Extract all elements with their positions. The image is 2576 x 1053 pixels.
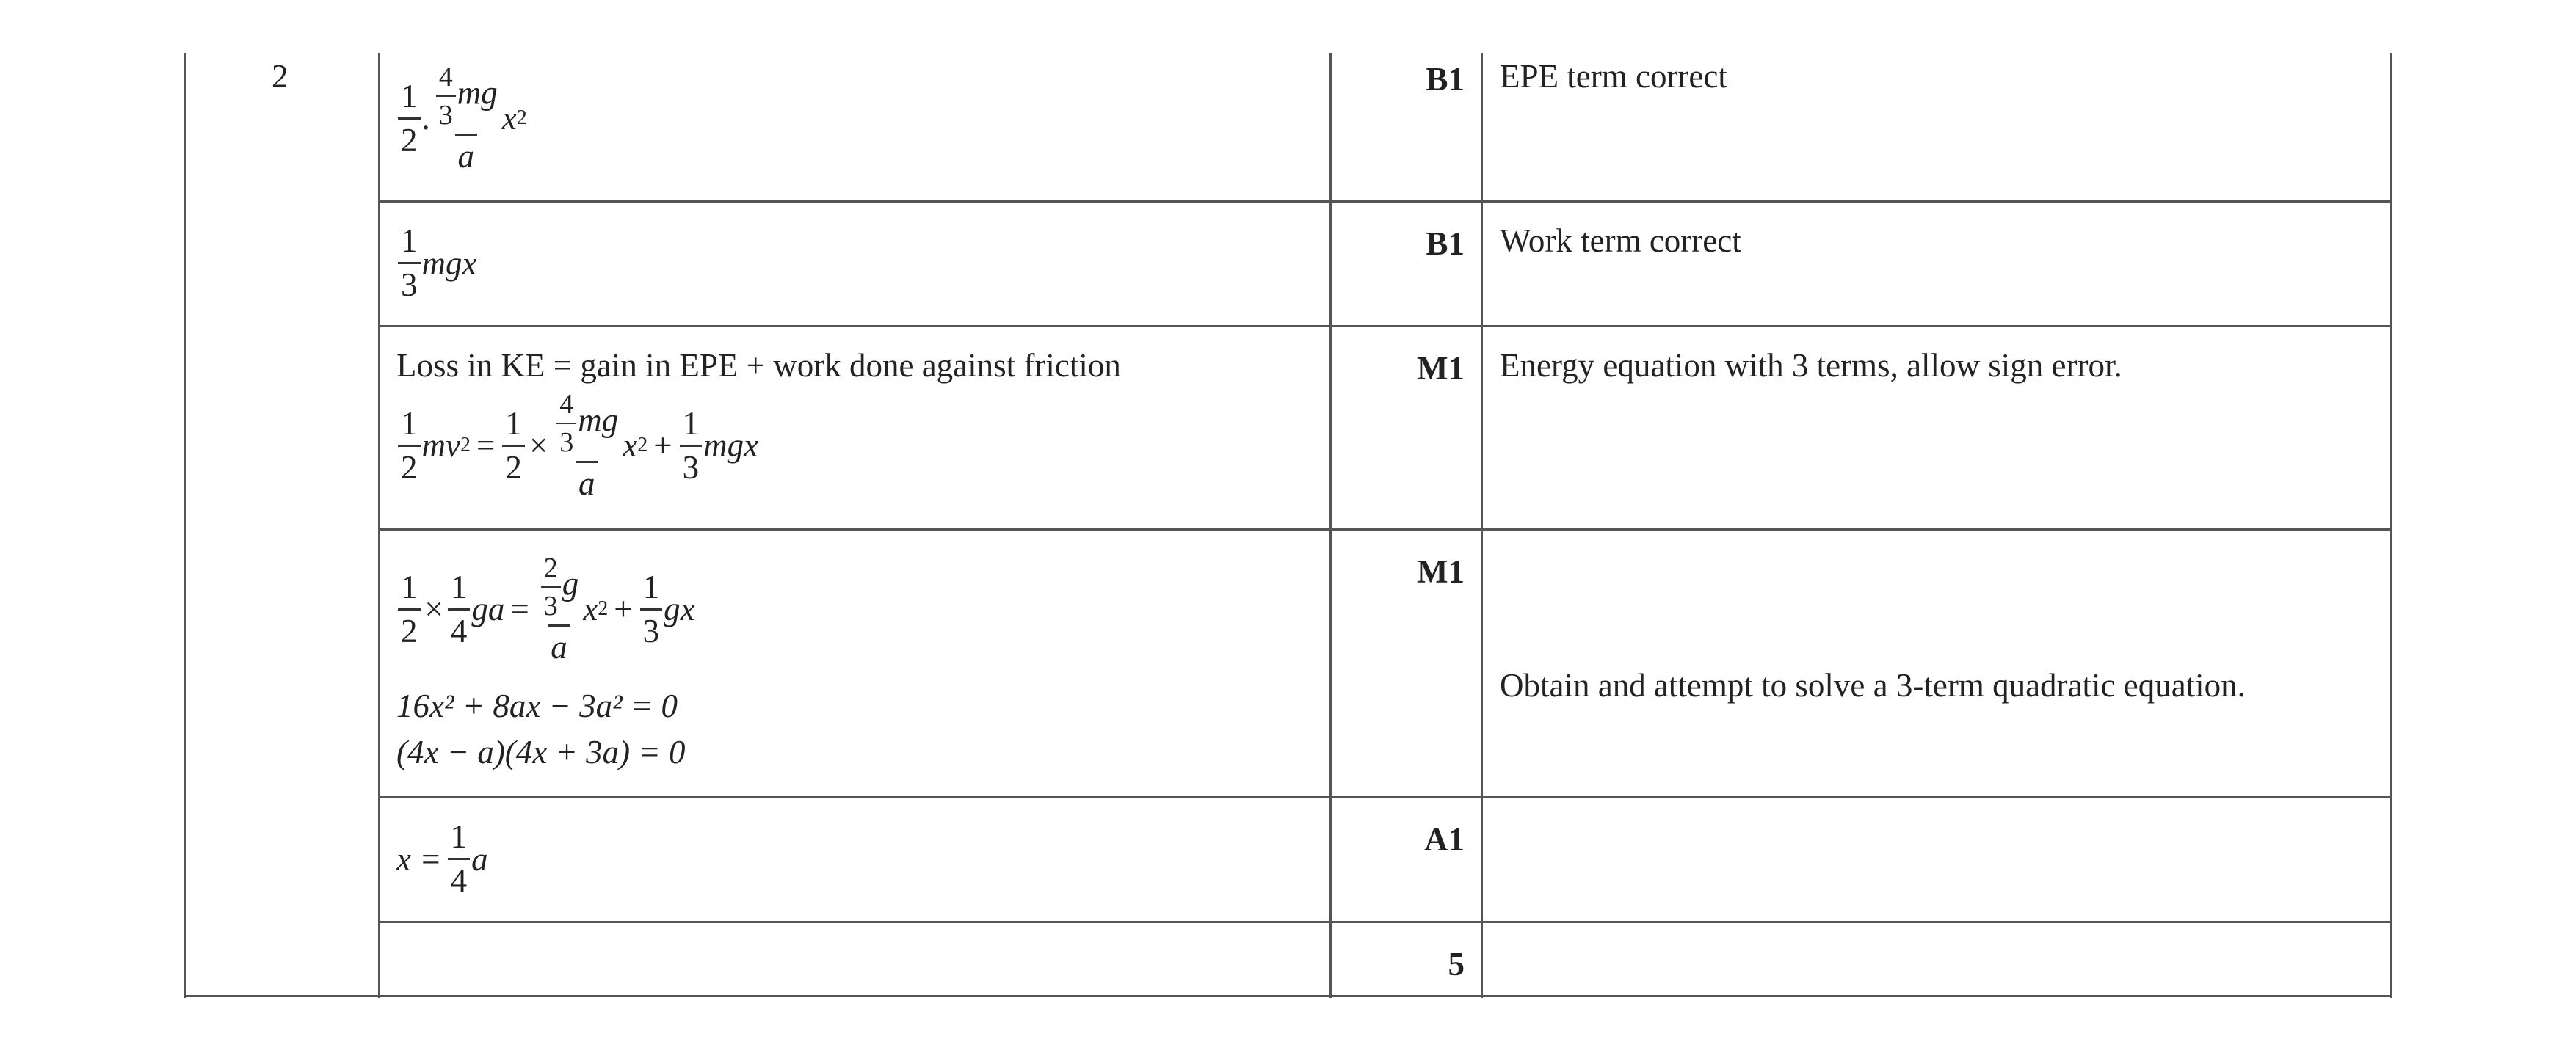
total-marks: 5 bbox=[1448, 946, 1465, 983]
table-border-right bbox=[2390, 53, 2392, 998]
row-divider-5 bbox=[378, 921, 2392, 923]
row-divider-2 bbox=[378, 325, 2392, 327]
guidance-text: EPE term correct bbox=[1500, 58, 1727, 95]
answer-final: x = $\frac{1}{4}$ a bbox=[396, 818, 488, 899]
mark-code: M1 bbox=[1417, 350, 1465, 387]
row-divider-3 bbox=[378, 528, 2392, 531]
fraction-third: $\frac{1}{3}$ bbox=[398, 225, 421, 302]
answer-epe-term: $\frac{1}{2}$ . $\frac{4}{3}$ mg a x 2 bbox=[396, 63, 527, 173]
question-number: 2 bbox=[272, 58, 289, 95]
fraction-stiffness: $\frac{4}{3}$ mg a bbox=[432, 63, 501, 173]
table-border-left bbox=[184, 53, 186, 998]
fraction-four-thirds: $\frac{4}{3}$ bbox=[436, 63, 456, 129]
table-divider-guidance bbox=[1481, 53, 1483, 998]
row-divider-1 bbox=[378, 200, 2392, 203]
answer-energy-statement: Loss in KE = gain in EPE + work done against friction bbox=[396, 347, 1121, 384]
guidance-text: Obtain and attempt to solve a 3-term quadratic equation. bbox=[1500, 667, 2246, 704]
mark-code: B1 bbox=[1426, 225, 1465, 262]
table-divider-marks bbox=[1329, 53, 1332, 998]
row-divider-4 bbox=[378, 796, 2392, 798]
answer-substituted-equation: $\frac{1}{2}$ × $\frac{1}{4}$ ga = $\frac{2}{3}$ g a x 2 + $\frac{1}{3}$ gx bbox=[396, 554, 695, 664]
guidance-text: Work term correct bbox=[1500, 222, 1741, 259]
answer-quadratic: 16x² + 8ax − 3a² = 0 bbox=[396, 688, 678, 724]
mark-code: A1 bbox=[1424, 821, 1465, 858]
mark-code: M1 bbox=[1417, 553, 1465, 590]
mark-code: B1 bbox=[1426, 61, 1465, 98]
guidance-text: Energy equation with 3 terms, allow sign error. bbox=[1500, 347, 2122, 384]
table-divider-answer bbox=[378, 53, 380, 998]
answer-work-term: $\frac{1}{3}$ mgx bbox=[396, 225, 476, 302]
table-border-bottom bbox=[184, 995, 2392, 997]
answer-energy-equation: $\frac{1}{2}$ mv 2 = $\frac{1}{2}$ × $\frac{4}{3}$ mg a x 2 + $\frac{1}{3}$ mgx bbox=[396, 390, 758, 500]
fraction-half: $\frac{1}{2}$ bbox=[398, 80, 421, 157]
answer-factorised: (4x − a)(4x + 3a) = 0 bbox=[396, 734, 686, 770]
